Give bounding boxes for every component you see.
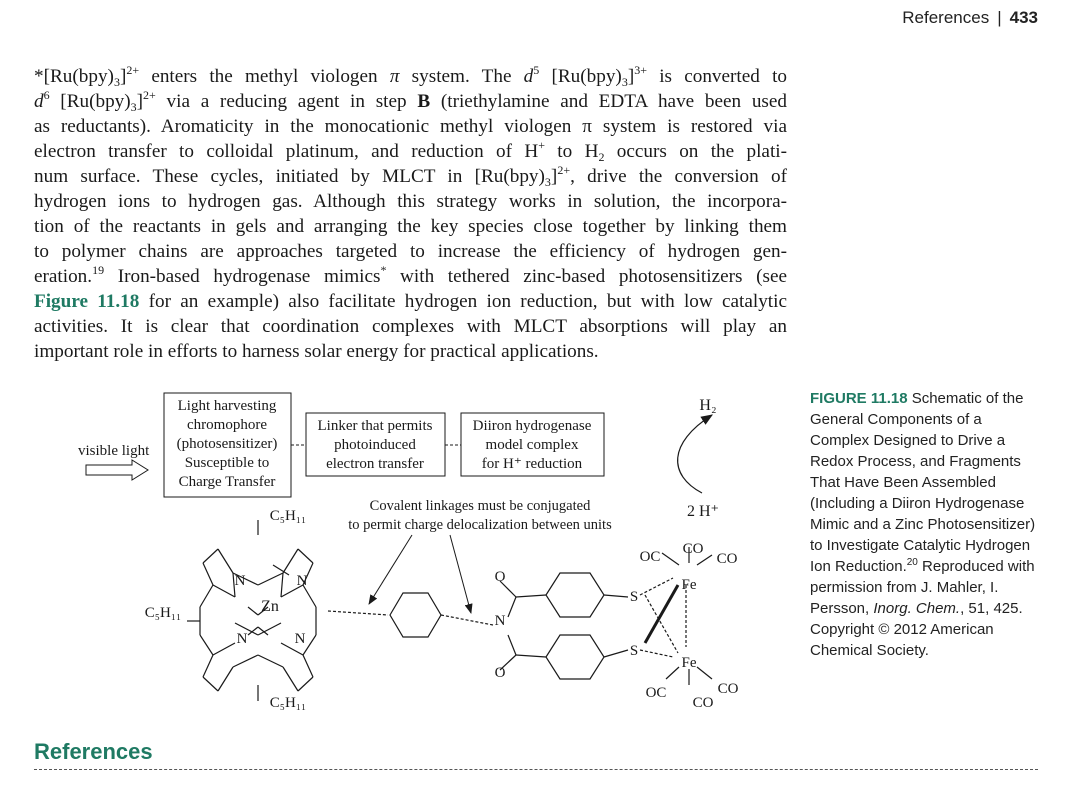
phenylene-linker [390,593,493,637]
light-arrow-icon [86,460,148,480]
carbonyl-oxygen-top: O [494,569,506,585]
sulfur-1: S [629,589,639,605]
page-number: 433 [1009,8,1038,27]
visible-light-label: visible light [78,443,150,459]
carbonyl-co-bottom-1: CO [692,695,714,711]
text-line: eration.$^{19}$ Iron-based hydrogenase mimics* with tethered zinc-based photosensitizers (see [34,263,787,287]
nitrogen-2: N [296,573,308,589]
box2-line3: electron transfer [326,456,424,472]
box2-line1: Linker that permits [317,418,433,434]
carbonyl-co-bottom-2: CO [717,681,739,697]
nitrogen-3: N [236,631,248,647]
nitrogen-1: N [234,573,246,589]
text-line: $d^6$ $[Ru(bpy)_3]^{2+}$ via a reducing agent in step B (triethylamine and EDTA have been used [34,88,788,114]
box3-line2: model complex [485,437,579,453]
figure-link[interactable]: Figure 11.18 [34,291,140,312]
text-line: electron transfer to colloidal platinum, and reduction of H+ to $H_2$ occurs on the plati- [34,138,787,164]
text-line: as reductants). Aromaticity in the monocationic methyl viologen π system is restored via [34,116,787,137]
proton-reactant: 2 H⁺ [687,503,719,520]
figure-label: FIGURE 11.18 [810,390,908,407]
linkage-note-line2: to permit charge delocalization between units [348,517,612,533]
photosensitizer-box [164,393,291,497]
text-line: activities. It is clear that coordination complexes with MLCT absorptions will play an [34,316,787,337]
h2-product: H₂ [699,397,717,414]
pentyl-top: C₅H₁₁ [269,508,307,524]
carbonyl-co-top-1: CO [682,541,704,557]
text-line: to polymer chains are approaches targeted to increase the efficiency of hydrogen gen- [34,241,787,262]
pentyl-left: C₅H₁₁ [144,605,182,621]
linkage-pointer-1 [369,535,412,604]
sulfur-2: S [629,643,639,659]
body-paragraph [34,64,787,364]
iron-1: Fe [681,577,697,593]
linkage-pointer-2 [450,535,471,613]
box1-line3: (photosensitizer) [176,436,278,452]
carbonyl-oxygen-bottom: O [494,665,506,681]
linker-box [306,413,445,476]
iron-2: Fe [681,655,697,671]
zinc-atom: Zn [261,598,279,615]
box3-line1: Diiron hydrogenase [472,418,592,434]
zinc-porphyrin-structure [187,520,388,701]
reduction-arrow-icon [678,415,712,493]
text-line: tion of the reactants in gels and arranging the key species close together by linking them [34,216,787,237]
carbonyl-oc-top: OC [639,549,661,565]
box1-line5: Charge Transfer [178,474,276,490]
nitrogen-4: N [294,631,306,647]
box1-line1: Light harvesting [177,398,277,414]
references-heading: References [34,739,153,764]
running-header [902,8,1038,28]
running-header-section: References [902,8,990,27]
text-line: $*[Ru(bpy)_3]^{2+}$ enters the methyl viologen π system. The $d^5$ $[Ru(bpy)_3]^{3+}$ is converted to [34,63,787,89]
box1-line4: Susceptible to [184,455,270,471]
text-line: Figure 11.18 for an example) also facilitate hydrogen ion reduction, but with low catalytic [34,291,787,312]
box1-line2: chromophore [187,417,267,433]
carbonyl-oc-bottom: OC [645,685,667,701]
figure-diagram [70,385,770,720]
box3-line3: for H⁺ reduction [481,456,583,472]
diiron-box [461,413,604,476]
section-divider [34,769,1038,770]
running-header-separator: | [997,8,1002,27]
pentyl-bottom: C₅H₁₁ [269,695,307,711]
naphthalimide-structure [500,547,712,685]
text-line: important role in efforts to harness solar energy for practical applications. [34,341,599,362]
figure-caption: FIGURE 11.18 Schematic of the General Components of a Complex Designed to Drive a Redox Process, and Fragments That Have Been Assembled (Including a Diiron Hydrogenase Mimic and a Zinc Photosensitizer) to Investigate Catalytic Hydrogen Ion Reduction.$^{20}$ Reproduced with permission from J. Mahler, I. Persson, Inorg. Chem., 51, 425. Copyright © 2012 American Chemical Society. [810,390,1036,659]
linkage-note-line1: Covalent linkages must be conjugated [369,498,591,514]
text-line: num surface. These cycles, initiated by MLCT in $[Ru(bpy)_3]^{2+}$, drive the conversion of [34,163,787,189]
box2-line2: photoinduced [334,437,416,453]
carbonyl-co-top-2: CO [716,551,738,567]
text-line: hydrogen ions to hydrogen gas. Although this strategy works in solution, the incorpora- [34,191,787,212]
imide-nitrogen: N [494,613,506,629]
